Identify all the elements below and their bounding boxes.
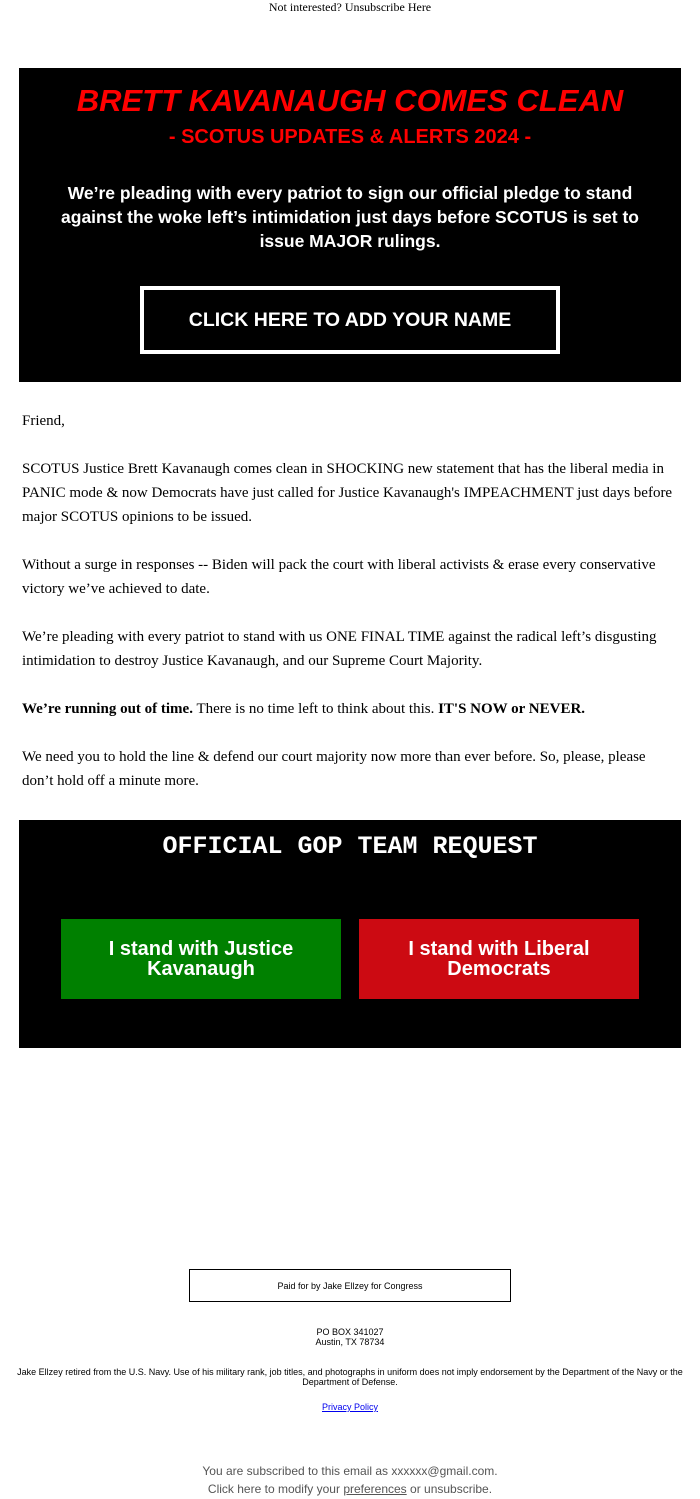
hero-title: BRETT KAVANAUGH COMES CLEAN (76, 83, 624, 118)
unsubscribe-link[interactable]: Not interested? Unsubscribe Here (268, 0, 432, 14)
stand-with-democrats-button[interactable]: I stand with Liberal Democrats (359, 919, 639, 999)
hero-subtitle: - SCOTUS UPDATES & ALERTS 2024 - (168, 126, 532, 148)
letter-paragraph-1: SCOTUS Justice Brett Kavanaugh comes clean in SHOCKING new statement that has the liberal media in PANIC mode & now Democrats have just called for Justice Kavanaugh's IMPEACHMENT just days before major SCOTUS opinions to be issued. (22, 461, 673, 525)
now-or-never-text: IT'S NOW or NEVER. (438, 701, 586, 717)
modify-preferences-line (0, 1481, 700, 1498)
paid-for-text: Paid for by Jake Ellzey for Congress (277, 1280, 423, 1291)
letter-paragraph-5: We need you to hold the line & defend our court majority now more than ever before. So, please, please don’t hold off a minute more. (22, 749, 646, 789)
modify-suffix: or unsubscribe. (406, 1482, 493, 1496)
add-your-name-button[interactable]: CLICK HERE TO ADD YOUR NAME (140, 286, 560, 354)
stand-with-kavanaugh-button[interactable]: I stand with Justice Kavanaugh (61, 919, 341, 999)
hero-banner (19, 68, 681, 382)
poll-title: OFFICIAL GOP TEAM REQUEST (162, 832, 538, 861)
privacy-policy-link[interactable]: Privacy Policy (321, 1402, 378, 1412)
subscribed-line: You are subscribed to this email as xxxxxx@gmail.com. (202, 1464, 498, 1478)
address-line-2: Austin, TX 78734 (315, 1337, 385, 1347)
poll-banner (19, 820, 681, 1048)
letter-paragraph-2: Without a surge in responses -- Biden will pack the court with liberal activists & erase every conservative victory we’ve achieved to date. (22, 557, 656, 597)
letter-paragraph-4 (22, 697, 678, 721)
address-line-1: PO BOX 341027 (316, 1327, 384, 1337)
hero-body-text: We’re pleading with every patriot to sign our official pledge to stand against the woke left’s intimidation just days before SCOTUS is set to issue MAJOR rulings. (61, 183, 639, 251)
urgency-text: There is no time left to think about this. (192, 701, 439, 717)
letter-paragraph-3: We’re pleading with every patriot to stand with us ONE FINAL TIME against the radical left’s disgusting intimidation to destroy Justice Kavanaugh, and our Supreme Court Majority. (22, 629, 657, 669)
greeting: Friend, (22, 413, 65, 429)
modify-prefix: Click here to modify your (207, 1482, 344, 1496)
military-disclaimer: Jake Ellzey retired from the U.S. Navy. Use of his military rank, job titles, and photographs in uniform does not imply endorsement by the Department of the Navy or the Department of Defense. (17, 1367, 683, 1387)
paid-for-box (189, 1269, 511, 1302)
urgency-bold-text: We’re running out of time. (22, 701, 193, 717)
preferences-link[interactable]: preferences (343, 1482, 407, 1496)
